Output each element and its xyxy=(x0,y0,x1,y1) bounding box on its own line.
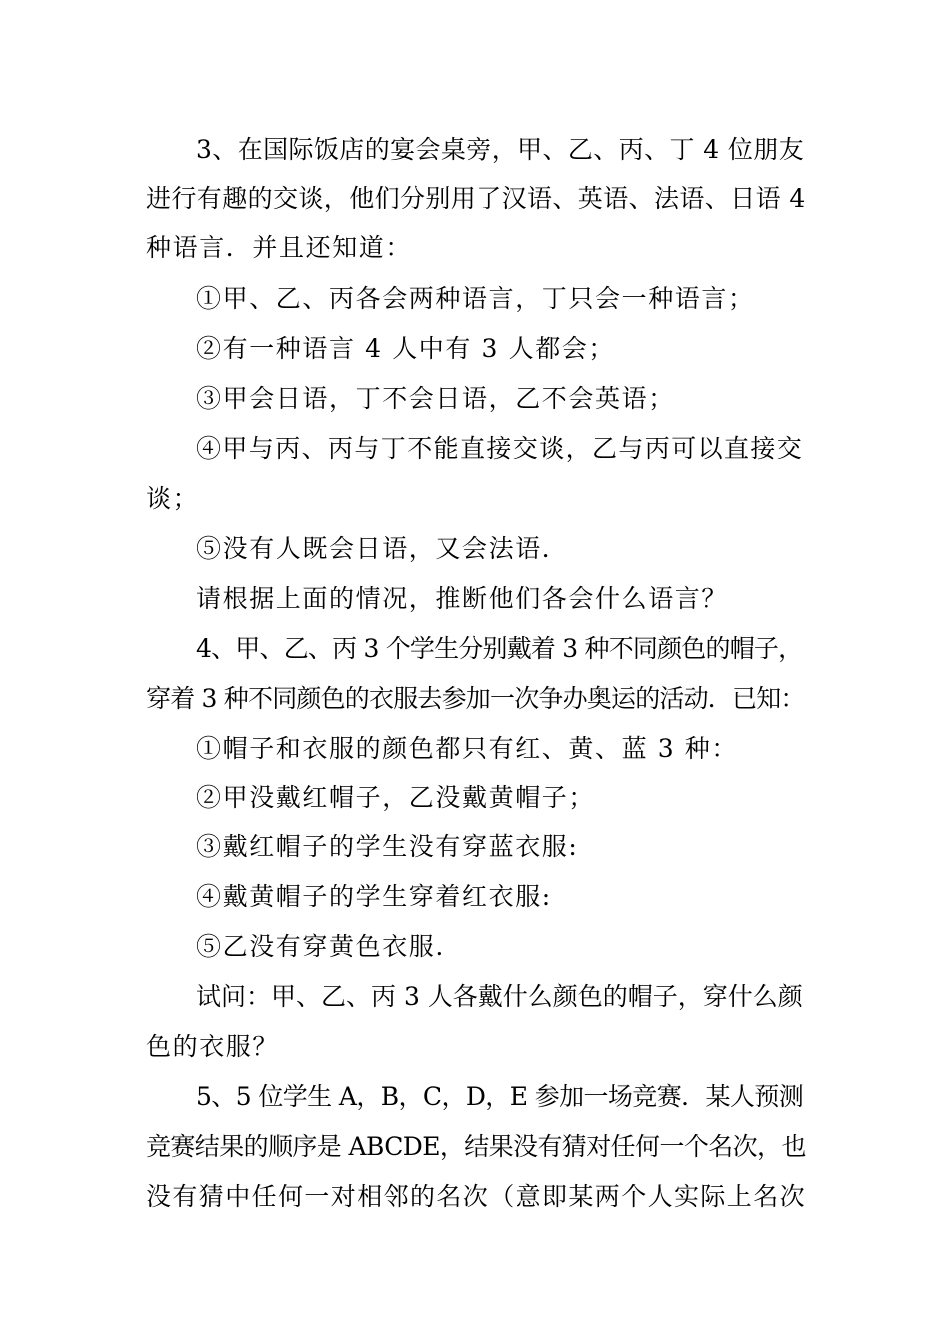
problem-4-condition-2: ②甲没戴红帽子，乙没戴黄帽子； xyxy=(196,783,596,812)
problem-4-question: 试问：甲、乙、丙 3 人各戴什么颜色的帽子，穿什么颜 xyxy=(196,982,803,1011)
problem-4-line-2: 穿着 3 种不同颜色的衣服去参加一次争办奥运的活动．已知： xyxy=(146,684,805,713)
problem-3-condition-5: ⑤没有人既会日语，又会法语． xyxy=(196,534,569,563)
problem-3-condition-2: ②有一种语言 4 人中有 3 人都会； xyxy=(196,334,615,363)
problem-4-condition-1: ①帽子和衣服的颜色都只有红、黄、蓝 3 种： xyxy=(196,734,739,763)
problem-3-condition-4: ④甲与丙、丙与丁不能直接交谈，乙与丙可以直接交 xyxy=(196,434,804,463)
problem-3-line-3: 种语言．并且还知道： xyxy=(146,233,413,262)
problem-3-condition-1: ①甲、乙、丙各会两种语言，丁只会一种语言； xyxy=(196,284,755,313)
problem-3-line-2: 进行有趣的交谈，他们分别用了汉语、英语、法语、日语 4 xyxy=(146,184,806,213)
problem-4-condition-5: ⑤乙没有穿黄色衣服. xyxy=(196,932,445,961)
problem-3-line-1: 3、在国际饭店的宴会桌旁，甲、乙、丙、丁 4 位朋友 xyxy=(196,135,805,164)
problem-4-question-cont: 色的衣服？ xyxy=(146,1032,280,1061)
problem-3-condition-3: ③甲会日语，丁不会日语，乙不会英语； xyxy=(196,384,675,413)
problem-5-line-2: 竞赛结果的顺序是 ABCDE，结果没有猜对任何一个名次，也 xyxy=(146,1132,806,1161)
problem-5-line-1: 5、5 位学生 A，B，C，D，E 参加一场竞赛．某人预测 xyxy=(196,1082,804,1111)
problem-3-condition-4-cont: 谈； xyxy=(146,484,200,513)
problem-4-condition-3: ③戴红帽子的学生没有穿蓝衣服: xyxy=(196,832,579,861)
problem-4-line-1: 4、甲、乙、丙 3 个学生分别戴着 3 种不同颜色的帽子， xyxy=(196,634,803,663)
problem-3-question: 请根据上面的情况，推断他们各会什么语言？ xyxy=(196,584,729,613)
problem-4-condition-4: ④戴黄帽子的学生穿着红衣服: xyxy=(196,882,552,911)
problem-5-line-3: 没有猜中任何一对相邻的名次（意即某两个人实际上名次 xyxy=(146,1182,807,1211)
